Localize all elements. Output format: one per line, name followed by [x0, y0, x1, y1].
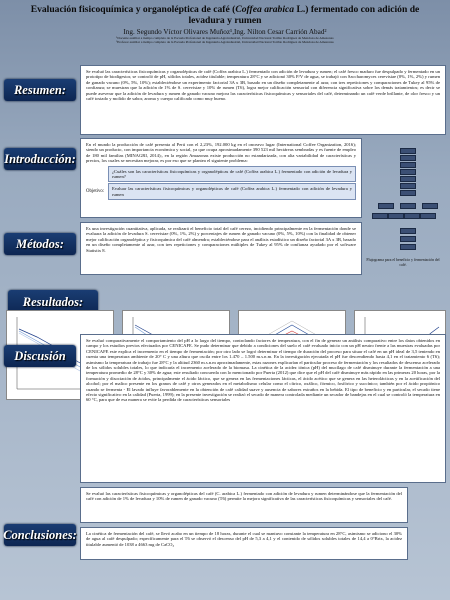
section-label-introduccion: Introducción: — [4, 148, 76, 170]
flow-step — [388, 213, 404, 219]
flow-step — [400, 203, 416, 209]
flow-step — [422, 203, 438, 209]
flow-step — [400, 183, 416, 189]
flow-step — [400, 190, 416, 196]
flow-step — [404, 213, 420, 219]
metodos-panel — [80, 222, 362, 275]
authors: Ing. Segundo Víctor Olivares Muñoz¹,Ing. Nilton Cesar Carrión Abad² — [123, 28, 327, 36]
introduccion-panel — [80, 138, 362, 218]
flow-step — [400, 228, 416, 234]
conclusion-2-text: La cinética de fermentación del café, se llevó acabo en un tiempo de 18 horas, durante el cual se mantuvo constante la temperatura en 28°C, asimismo se adiciono el 30% de agua al café despulpado; específicamente para el T6 se observó el descenso del pH de 5,3 a 4,1 y el contenido de sólidos solubles totales de 14,4 a 0°Brix, la acidez titulable aumentó de 1038 a 4663 mg de CaCO₃ — [86, 531, 402, 547]
flow-step — [400, 236, 416, 242]
conclusion-panel-2 — [80, 527, 408, 560]
flow-step — [400, 244, 416, 250]
intro-objective: Evaluar las características fisicoquímicas y organolépticas de café (Coffea arabica L.) fermentado con adición de levadura y rumen — [108, 183, 356, 200]
discusion-panel — [80, 334, 446, 483]
flow-step — [372, 213, 388, 219]
flow-step — [400, 162, 416, 168]
conclusion-panel-1 — [80, 487, 408, 523]
flow-step — [378, 203, 394, 209]
flow-step — [400, 155, 416, 161]
section-label-discusion: Discusión — [4, 345, 76, 367]
section-label-metodos: Métodos: — [4, 233, 76, 255]
flow-step — [400, 148, 416, 154]
discusion-text: Se evaluó comparativamente el comportamiento del pH a lo largo del tiempo, controlando factores de temperatura, con el fin de generar un análisis comparativo entre los datos obtenidos en campo y los estudios previos efectuados por CENICAFE. Se pudo determinar que debido a condiciones del suelo el café evaluado inicio con un pH neutro frente a las muestras evaluadas por CENICAFE este explica el incremento en el tiempo de fermentación; por otro lado se logró determinar el tiempo de duración del proceso para situar el café en un pH ideal de 3,5 teniendo en cuenta una temperatura ambiente de 20° C y una altura que oscila entre los 1.470 – 1.500 m.s.n.m. En la investigación ejecutada el pH fue descendiendo hasta 4,1 en el tratamiento 6 (T6); asimismo la temperatura de trabajo fue 28°C y la altitud 2360 m.s.n.m aproximadamente, estas razones explicarían el particular proceso de fermentación y los resultados de descenso acelerado de los sólidos solubles totales, lo que indicaría el incremento acelerado de la biomasa. La cinética de la acidez iónica (pH) del mucílago de café disminuye durante la fermentación a una temperatura promedio de 28°C y 30% de agua; este resultado concuerda con lo mencionado por Puerta (2012) que dice que el pH del café disminuye más rápido en las primeras 20 horas, por la formación y disociación de ácidos, principalmente el ácido láctico, que se genera en las fermentaciones lácticas, el ácido acético que se genera en las heterolácticas y en la acetificación del alcohol; por el malico presente en los granos de café y otros generados en el metabolismo celular como el cítrico, oxálico, fórmico, fosfórico y succínico; también por el ácido propiónico cuando se fermenta - El lavado influye favorablemente en la obtención de café calidad suave y ausencia de sabores extraños en la bebida. El tipo de beneficio y en particular, el secado tiene efecto significativo en la calidad (Puerta, 1999); en la presente investigación se realizó el secado de manera controlada mediante un secador de bandejas en el cual se controló la temperatura en 60 °C, para que de esa manera se evite la perdida de características sensoriales — [86, 338, 440, 403]
affiliation-2: ²Profesor auxiliar a tiempo completo de la Escuela Profesional de Ingeniería Agroindustrial, Universidad Nacional Toribio Rodríguez de Mendoza de Amazonas — [116, 40, 334, 44]
resumen-text: Se evaluó las características fisicoquímicas y organolépticas de café (Coffea arabica L.) fermentado con adición de levadura y rumen; el café fresco maduro fue despulpado y fermentado en un prototipo de biodigestor, se controló de pH, sólidos totales, acidez titulable; temperatura 28°C y se adicionó 30% P/V de agua, se trabajó con Saccharomyces cerevisiae (0%, 1%, 2%) y rumen de ganado vacuno (0%, 5%, 10%); estableciéndose un experimento factorial 3A x 3B, basado en un diseño completamente al azar, con tres repeticiones y comparaciones de Tukey al 95% de confianza; se muestran que la adición de 1% de S. cerevisiae y 10% de rumen (T6), logra mejor calificación sensorial con diferencia significativa sobre los demás tratamientos; es decir se puede aseverar que la adición de levadura y rumen de ganado vacuno mejora las características fisicoquímicas y sensoriales del café, determinando un café verde brillante, de olor fresco y un café tostado y molido de sabor, aroma y cuerpo calificado como muy bueno. — [86, 69, 440, 102]
poster-title: Evaluación fisicoquímica y organoléptica de café (Coffea arabica L.) fermentado con adición de levadura y rumen — [30, 4, 420, 26]
poster-header — [0, 0, 450, 62]
flowchart-diagram — [372, 148, 442, 268]
objetivo-label: Objetivo: — [86, 189, 105, 195]
section-label-conclusiones: Conclusiones: — [4, 524, 76, 546]
intro-text: En el mundo la producción de café presenta al Perú con el 2,23%, 192.000 kg en el onceavo lugar (International Coffee Organization, 2016); siendo un producto, con importancia económica y social, ya que ocupa aproximadamente 390 523 mil hectáreas sembradas y es fuente de empleo de 180 mil familias (MINAGRI, 2014);, en la región Amazonas existe producción no estandarizada, con alta variabilidad de características y precios, los cuales se necesitan mejorar, es por eso que se plantea el siguiente problema: — [86, 142, 356, 164]
flowchart-caption: Flujograma para el beneficio y fermentación del café. — [366, 258, 440, 267]
flow-step — [400, 176, 416, 182]
resumen-panel — [80, 65, 446, 135]
section-label-resumen: Resumen: — [4, 79, 76, 101]
intro-question: ¿Cuáles son las características fisicoquímicas y organolépticas de café (Coffea arabica L.) fermentado con adición de levadura y rumen? — [108, 166, 356, 183]
affiliation-1: ¹Docente auxiliar a tiempo completo de la Escuela Profesional de Ingeniería Agroindustrial, Universidad Nacional Toribio Rodríguez de Mendoza de Amazonas — [116, 36, 334, 40]
conclusion-1-text: Se evaluó las características fisicoquímicas y organolépticas del café (C. arabica L.) fermentado con adición de levadura y rumen determinándose que la fermentación del café con adición de 1% de levadura y 10% de rumen de ganado vacuno (T6) permite la mejora significativa de las características fisicoquímicas y sensoriales del café. — [86, 491, 402, 502]
metodos-text: Es una investigación cuantitativa, aplicada, se realizará el beneficio total del café cerezo, incidiendo principalmente en la fermentación donde se evaluara la adición de levadura S. cerevisiae (0%, 1%, 2%) y porcentajes de rumen de ganado vacuno (0%, 5%, 10%) con la finalidad de obtener mejor calificación organoléptica y fisicoquímica del café almendra; estableciéndose para el análisis estadístico un diseño factorial 3A x 3B, basado en un diseño completamente al azar, con tres repeticiones y comparaciones múltiples de Tukey al 95% de confianza ayudado por el software Statistix 8. — [86, 226, 356, 253]
flow-step — [420, 213, 436, 219]
flow-step — [400, 169, 416, 175]
section-label-resultados: Resultados: — [8, 290, 98, 314]
